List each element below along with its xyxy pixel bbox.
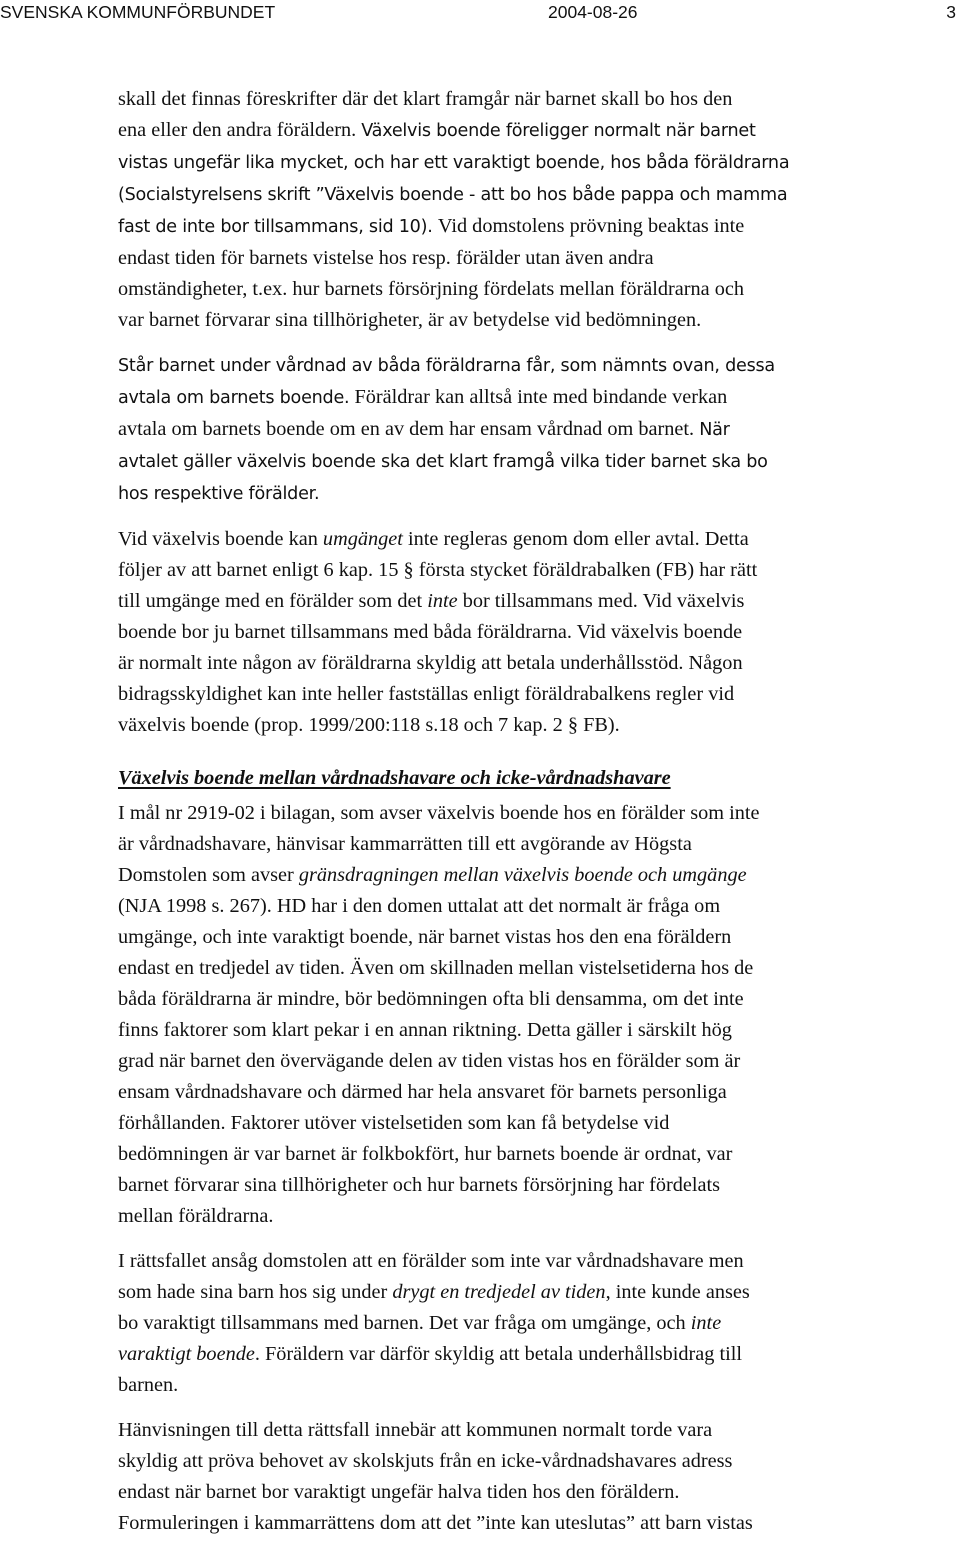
section-heading: Växelvis boende mellan vårdnadshavare och icke-vårdnadshavare <box>118 767 671 789</box>
paragraph-3-emphasis-inte: inte <box>427 590 458 612</box>
paragraph-3-part-b: inte regleras genom dom eller avtal. Detta följer av att barnet enligt 6 kap. 15 <box>118 528 749 581</box>
paragraph-1-part-c: Vid domstolens prövning beaktas inte endast tiden för barnets vistelse hos resp. förälder utan även andra omständigheter, t.ex. hur barnets försörjning fördelats mellan föräldrarna och var barnet förvarar sina tillhörigheter, är av betydelse vid bedömningen. <box>118 215 745 331</box>
paragraph-4 <box>118 798 918 1232</box>
paragraph-3-part-d: bor tillsammans med. Vid växelvis boende bor ju barnet tillsammans med båda föräldrarna. Vid växelvis boende är normalt inte någon av föräldrarna skyldig att betala underhållsstöd. Någon bidragsskyldighet kan inte heller fastställas enligt föräldrabalkens regler vid växelvis boende (prop. 1999/200:118 s.18 och 7 kap. 2 <box>118 590 745 736</box>
paragraph-2-part-a: Står barnet under vårdnad av båda föräldrarna får, som nämnts ovan, dessa avtala om barnets boende. <box>118 356 775 408</box>
paragraph-5-emphasis-1: drygt en tredjedel av tiden <box>392 1281 606 1303</box>
paragraph-3-part-a: Vid växelvis boende kan <box>118 528 323 550</box>
paragraph-5-emphasis-2: inte varaktigt boende <box>118 1312 722 1365</box>
paragraph-3-part-e: FB). <box>578 714 620 736</box>
paragraph-6: Hänvisningen till detta rättsfall innebär att kommunen normalt torde vara skyldig att pröva behovet av skolskjuts från en icke-vårdnadshavares adress endast när barnet bor varaktigt ungefär halva tiden hos den föräldern. Formuleringen i kammarrättens dom att det ”inte kan uteslutas” att barn vistas <box>118 1419 753 1534</box>
header-page-number: 3 <box>946 2 956 22</box>
paragraph-3-part-c: första stycket föräldrabalken (FB) har rätt till umgänge med en förälder som det <box>118 559 758 612</box>
paragraph-4-part-a: I mål nr 2919-02 i bilagan, som avser växelvis boende hos en förälder som inte är vårdnadshavare, hänvisar kammarrätten till ett avgörande av Högsta Domstolen som avser <box>118 802 760 886</box>
section-sign: § <box>403 559 414 581</box>
paragraph-1 <box>118 84 918 336</box>
paragraph-5-part-b: , inte kunde anses bo varaktigt tillsammans med barnen. Det var fråga om umgänge, och <box>118 1281 750 1334</box>
paragraph-4-part-b: (NJA 1998 s. 267). HD har i den domen uttalat att det normalt är fråga om umgänge, och inte varaktigt boende, när barnet vistas hos den ena föräldern endast en tredjedel av tiden. Även om skillnaden mellan vistelsetiderna hos de båda föräldrarna är mindre, bör bedömningen ofta bli densamma, om det inte finns faktorer som klart pekar i en annan riktning. Detta gäller i särskilt hög grad när barnet den övervägande delen av tiden vistas hos en förälder som är ensam vårdnadshavare och därmed har hela ansvaret för barnets personliga förhållanden. Faktorer utöver vistelsetiden som kan få betydelse vid bedömningen är var barnet är folkbokfört, hur barnets boende är ordnat, var barnet förvarar sina tillhörigheter och hur barnets försörjning har fördelats mellan föräldrarna. <box>118 895 754 1227</box>
header-date: 2004-08-26 <box>548 2 638 22</box>
paragraph-5 <box>118 1246 918 1401</box>
paragraph-4-emphasis: gränsdragningen mellan växelvis boende och umgänge <box>298 864 747 886</box>
paragraph-3 <box>118 524 918 741</box>
paragraph-5-part-c: . Föräldern var därför skyldig att betala underhållsbidrag till barnen. <box>118 1343 743 1396</box>
page-header <box>0 2 960 28</box>
paragraph-2 <box>118 350 918 510</box>
section-sign: § <box>567 714 579 736</box>
paragraph-1-part-a: skall det finnas föreskrifter där det klart framgår när barnet skall bo hos den ena eller den andra föräldern. <box>118 88 733 141</box>
paragraph-5-part-a: I rättsfallet ansåg domstolen att en förälder som inte var vårdnadshavare men som hade sina barn hos sig under <box>118 1250 744 1303</box>
paragraph-2-part-b: Föräldrar kan alltså inte med bindande verkan avtala om barnets boende om en av dem har ensam vårdnad om barnet. <box>118 386 728 440</box>
paragraph-1-part-b: Växelvis boende föreligger normalt när barnet vistas ungefär lika mycket, och har ett varaktigt boende, hos båda föräldrarna (Socialstyrelsens skrift ”Växelvis boende - att bo hos både pappa och mamma fast de inte bor tillsammans, sid 10). <box>118 121 790 237</box>
header-organization: SVENSKA KOMMUNFÖRBUNDET <box>0 2 276 22</box>
paragraph-2-part-c: När avtalet gäller växelvis boende ska det klart framgå vilka tider barnet ska bo hos respektive förälder. <box>118 420 768 504</box>
paragraph-3-emphasis-umganget: umgänget <box>322 528 403 550</box>
document-body <box>118 84 918 1539</box>
